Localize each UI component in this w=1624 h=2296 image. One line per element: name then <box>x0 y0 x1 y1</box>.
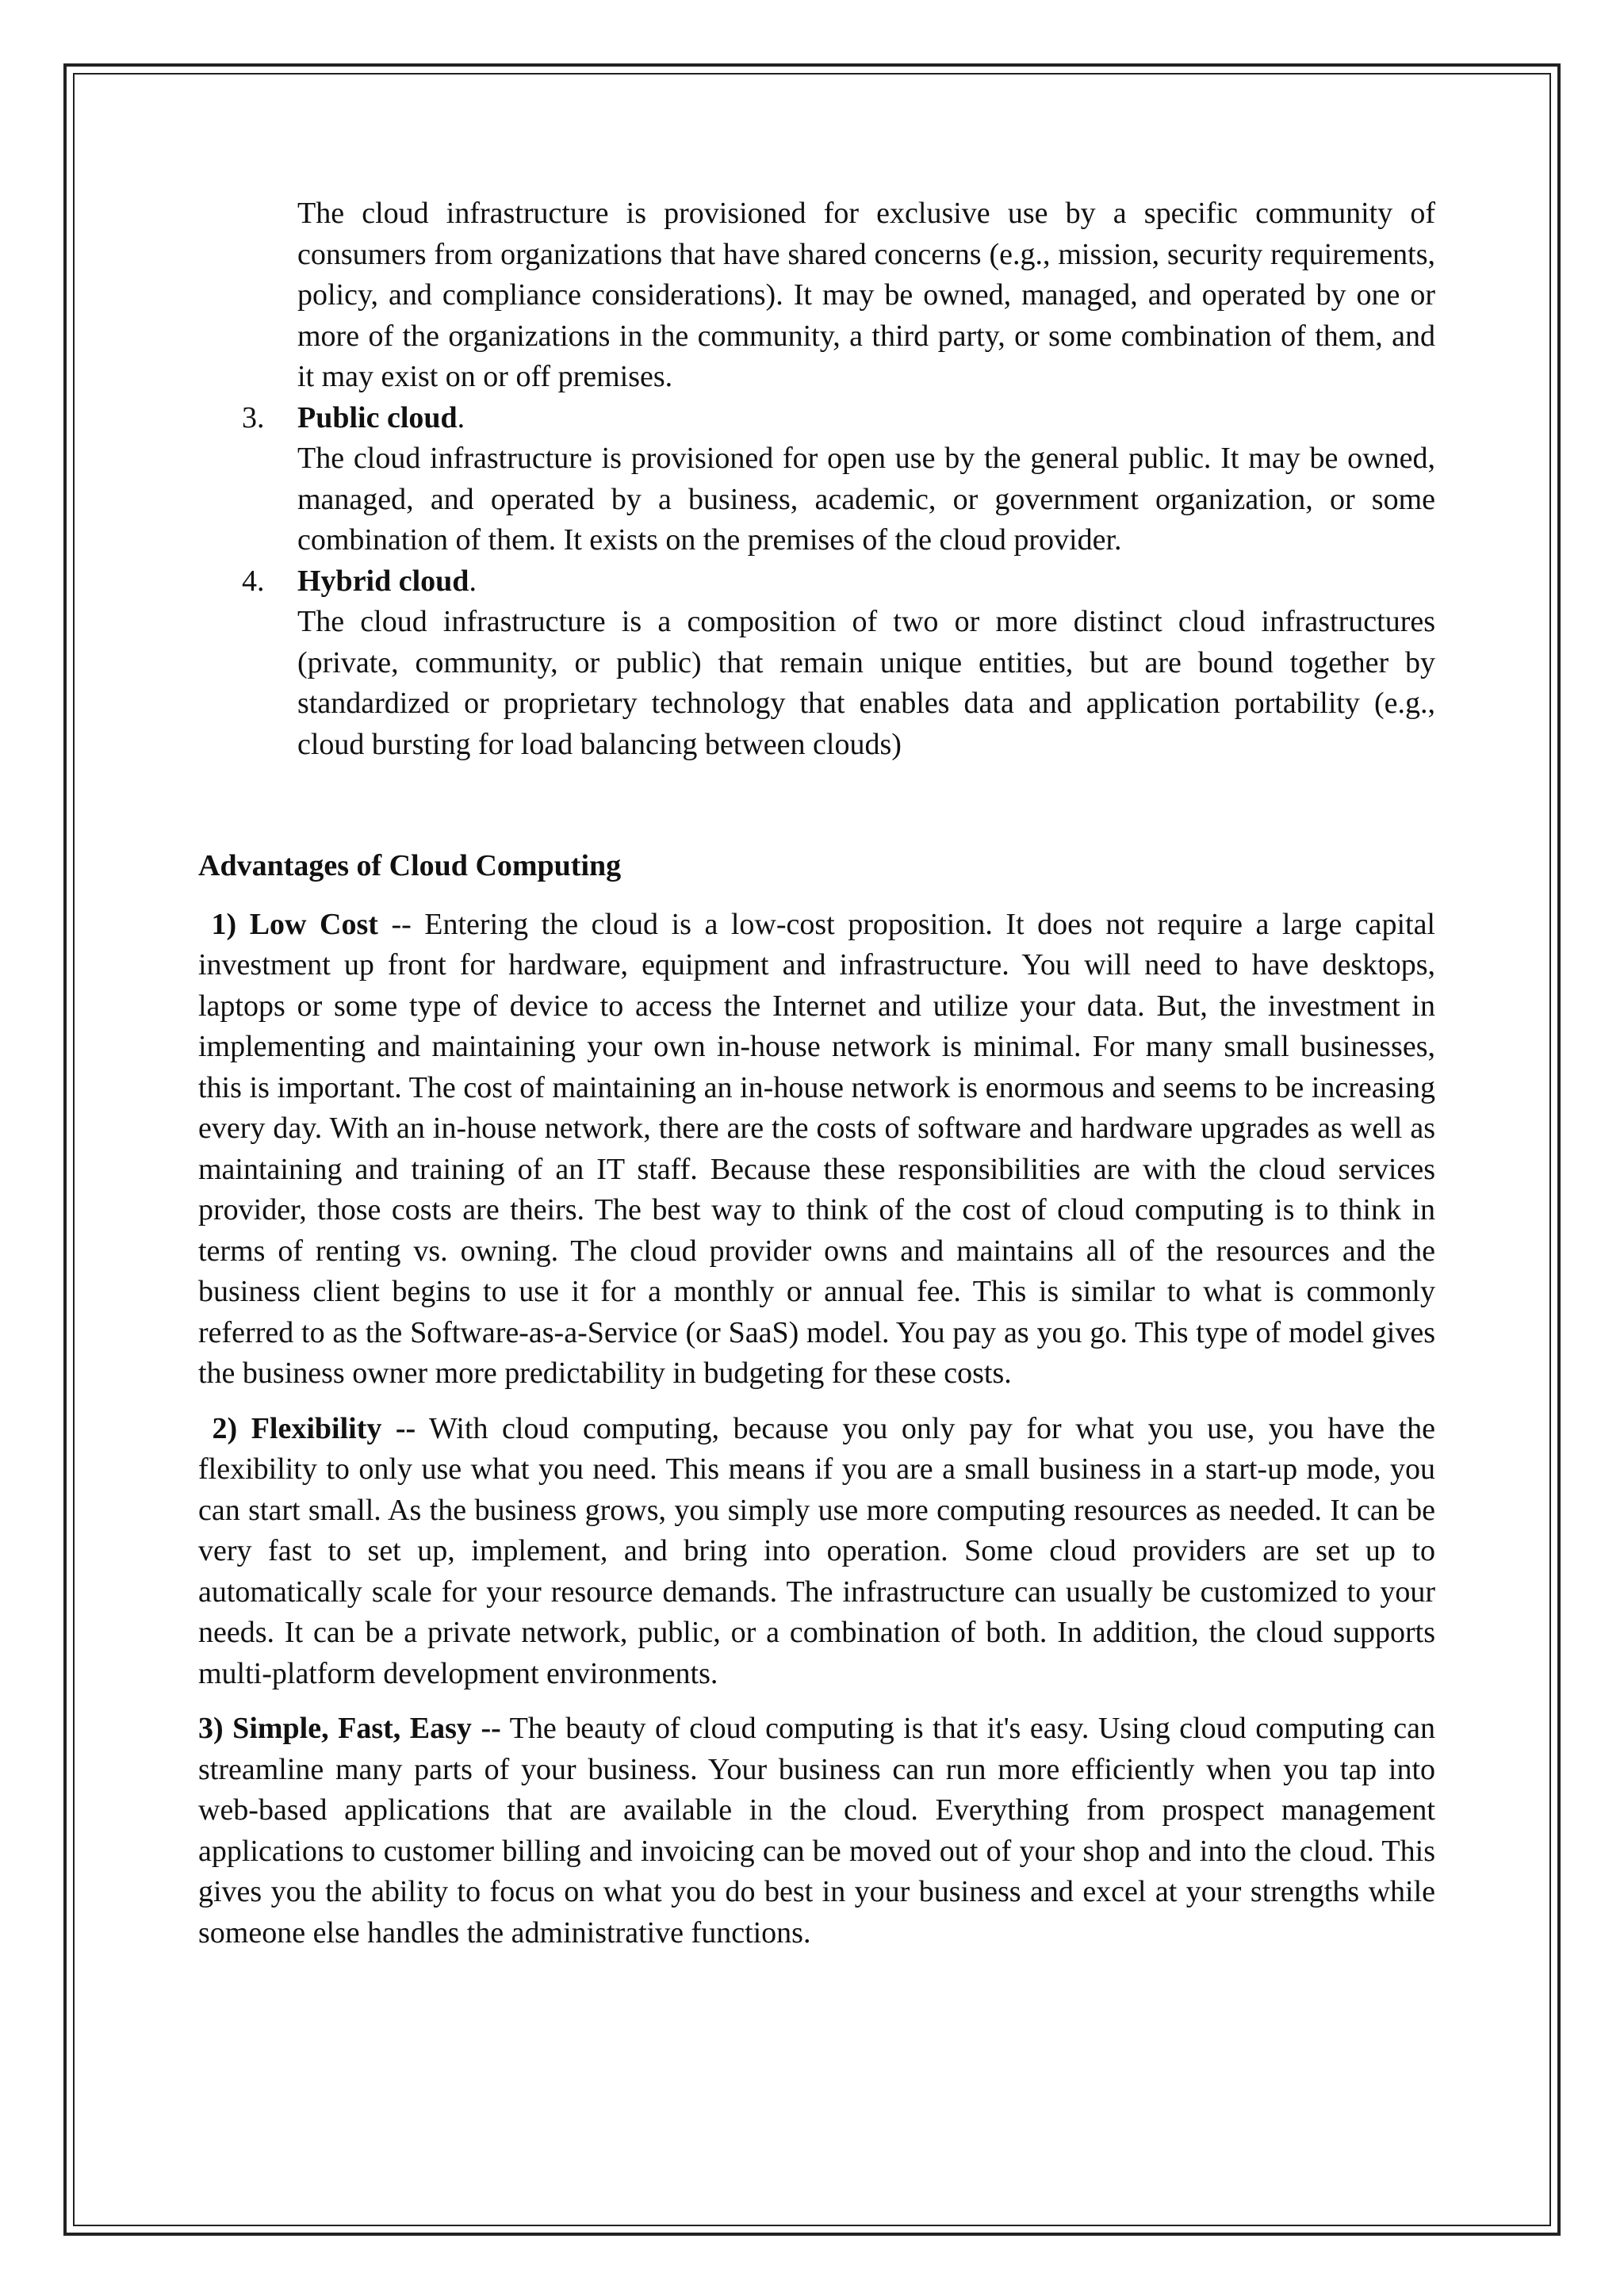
paragraph-flexibility <box>198 1409 1435 1695</box>
paragraph-label: 2) Flexibility -- <box>212 1411 416 1445</box>
paragraph-text: -- Entering the cloud is a low-cost proposition. It does not require a large capital investment up front for hardware, equipment and infrastructure. You will need to have desktops, laptops or some type of device to access the Internet and utilize your data. But, the investment in implementing and maintaining your own in-house network is minimal. For many small businesses, this is important. The cost of maintaining an in-house network is enormous and seems to be increasing every day. With an in-house network, there are the costs of software and hardware upgrades as well as maintaining and training of an IT staff. Because these responsibilities are with the cloud services provider, those costs are theirs. The best way to think of the cost of cloud computing is to think in terms of renting vs. owning. The cloud provider owns and maintains all of the resources and the business client begins to use it for a monthly or annual fee. This is similar to what is commonly referred to as the Software-as-a-Service (or SaaS) model. You pay as you go. This type of model gives the business owner more predictability in budgeting for these costs. <box>198 907 1435 1390</box>
list-number: 4. <box>242 564 265 598</box>
list-item-title: Hybrid cloud <box>297 564 469 598</box>
paragraph-label: 3) Simple, Fast, Easy -- <box>198 1712 501 1745</box>
public-cloud-description: The cloud infrastructure is provisioned for open use by the general public. It may be owned, managed, and operated by a business, academic, or government organization, or some combination of them. It exists on the premises of the cloud provider. <box>297 442 1435 557</box>
list-item-title-suffix: . <box>469 564 477 598</box>
paragraph-simple-fast-easy <box>198 1709 1435 1954</box>
paragraph-label: 1) Low Cost <box>211 907 378 941</box>
list-item-hybrid-cloud <box>242 561 1435 603</box>
community-cloud-description: The cloud infrastructure is provisioned for exclusive use by a specific community of consumers from organizations that have shared concerns (e.g., mission, security requirements, policy, and compliance considerations). It may be owned, managed, and operated by one or more of the organizations in the community, a third party, or some combination of them, and it may exist on or off premises. <box>297 197 1435 393</box>
paragraph-text: With cloud computing, because you only pay for what you use, you have the flexibility to only use what you need. This means if you are a small business in a start-up mode, you can start small. As the business grows, you simply use more computing resources as needed. It can be very fast to set up, implement, and bring into operation. Some cloud providers are set up to automatically scale for your resource demands. The infrastructure can usually be customized to your needs. It can be a private network, public, or a combination of both. In addition, the cloud supports multi-platform development environments. <box>198 1411 1436 1690</box>
section-heading: Advantages of Cloud Computing <box>198 849 622 882</box>
list-item-public-cloud <box>242 398 1435 439</box>
paragraph-low-cost <box>198 905 1435 1395</box>
page-content <box>198 193 1435 1968</box>
list-item-title-suffix: . <box>457 400 465 434</box>
list-item-title: Public cloud <box>297 400 458 434</box>
hybrid-cloud-description: The cloud infrastructure is a composition of two or more distinct cloud infrastructures (private, community, or public) that remain unique entities, but are bound together by standardized or proprietary technology that enables data and application portability (e.g., cloud bursting for load balancing between clouds) <box>297 605 1435 761</box>
list-number: 3. <box>242 400 265 434</box>
paragraph-text: The beauty of cloud computing is that it's easy. Using cloud computing can streamline many parts of your business. Your business can run more efficiently when you tap into web-based applications that are available in the cloud. Everything from prospect management applications to customer billing and invoicing can be moved out of your shop and into the cloud. This gives you the ability to focus on what you do best in your business and excel at your strengths while someone else handles the administrative functions. <box>198 1712 1436 1950</box>
